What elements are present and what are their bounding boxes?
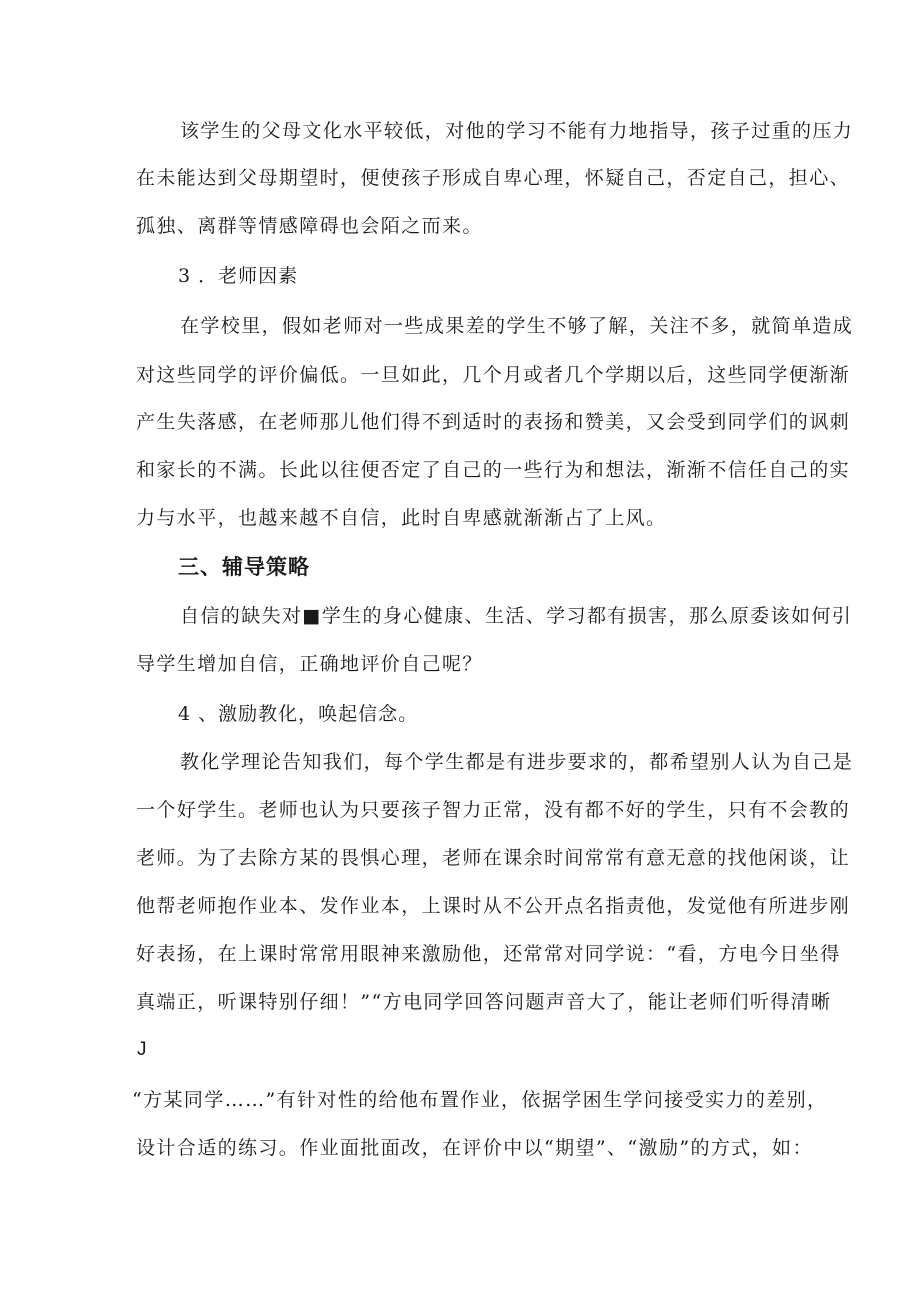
paragraph-1-line-3: 孤独、离群等情感障碍也会陌之而来。 [136, 215, 483, 237]
item-3-heading: 3 ．老师因素 [178, 265, 299, 287]
paragraph-4-line-5: 好表扬，在上课时常常用眼神来激励他，还常常对同学说：“看，方电今日坐得 [136, 943, 841, 965]
paragraph-2-line-4: 和家长的不满。长此以往便否定了自己的一些行为和想法，渐渐不信任自己的实 [136, 459, 851, 481]
paragraph-2-line-1: 在学校里，假如老师对一些成果差的学生不够了解，关注不多，就简单造成 [180, 315, 854, 337]
paragraph-3-line-2: 导学生增加自信，正确地评价自己呢？ [136, 653, 483, 675]
paragraph-4-line-2: 一个好学生。老师也认为只要孩子智力正常，没有都不好的学生，只有不会教的 [136, 799, 851, 821]
paragraph-1-line-1: 该学生的父母文化水平较低，对他的学习不能有力地指导，孩子过重的压力 [180, 120, 854, 142]
paragraph-5-line-1: “方某同学……”有针对性的给他布置作业，依据学困生学问接受实力的差别， [132, 1089, 828, 1111]
paragraph-2-line-2: 对这些同学的评价偏低。一旦如此，几个月或者几个学期以后，这些同学便渐渐 [136, 364, 851, 386]
paragraph-4-line-3: 老师。为了去除方某的畏惧心理，老师在课余时间常常有意无意的找他闲谈，让 [136, 847, 851, 869]
paragraph-4-line-1: 教化学理论告知我们，每个学生都是有进步要求的，都希望别人认为自己是 [180, 751, 854, 773]
paragraph-4-line-6: 真端正，听课特别仔细！”“方电同学回答问题声音大了，能让老师们听得清晰 [136, 991, 832, 1013]
paragraph-4-line-4: 他帮老师抱作业本、发作业本，上课时从不公开点名指责他，发觉他有所进步刚 [136, 895, 851, 917]
stray-mark: J [137, 1039, 148, 1060]
paragraph-3-line-1: 自信的缺失对■学生的身心健康、生活、学习都有损害，那么原委该如何引 [180, 605, 853, 627]
paragraph-2-line-5: 力与水平，也越来越不自信，此时自卑感就渐渐占了上风。 [136, 507, 667, 529]
paragraph-5-line-2: 设计合适的练习。作业面批面改，在评价中以“期望”、“激励”的方式，如： [136, 1137, 813, 1159]
section-heading: 三、辅导策略 [178, 555, 310, 579]
paragraph-2-line-3: 产生失落感，在老师那儿他们得不到适时的表扬和赞美，又会受到同学们的讽刺 [136, 411, 851, 433]
paragraph-1-line-2: 在未能达到父母期望时，便使孩子形成自卑心理，怀疑自己，否定自己，担心、 [136, 167, 851, 189]
item-4-heading: 4 、激励教化，唤起信念。 [178, 703, 419, 725]
